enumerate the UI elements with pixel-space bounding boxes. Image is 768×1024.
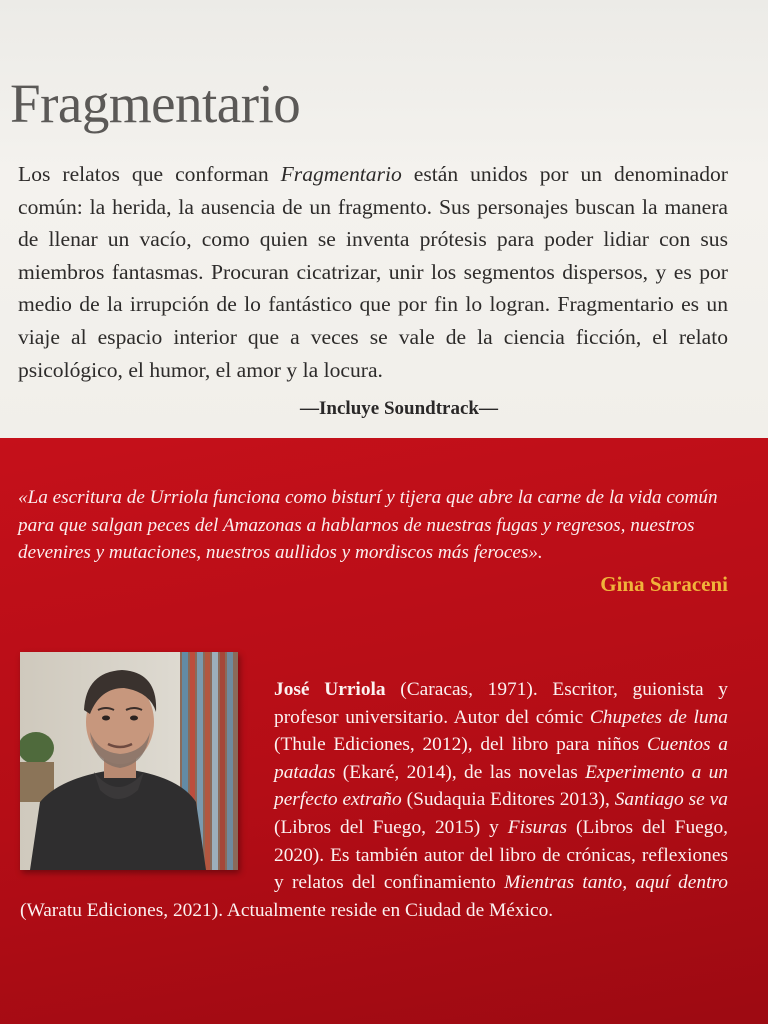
bio-text: (Ekaré, 2014), de las novelas bbox=[335, 761, 586, 783]
soundtrack-note: —Incluye Soundtrack— bbox=[300, 398, 498, 419]
bio-work-title: Chupetes de luna bbox=[589, 706, 728, 728]
book-title: Fragmentario bbox=[10, 73, 301, 134]
author-name: José Urriola bbox=[274, 679, 386, 700]
synopsis-title-italic: Fragmentario bbox=[280, 162, 402, 186]
bio-text: (Caracas, 1971). Escritor, guionista y profesor universitario. Autor del cómic bbox=[274, 679, 728, 728]
bio-text: (Libros del Fuego, 2015) y bbox=[274, 816, 508, 838]
bio-work-title: Fisuras bbox=[507, 816, 568, 838]
quote-author: Gina Saraceni bbox=[600, 572, 728, 596]
bio-text: (Sudaquia Editores 2013), bbox=[401, 789, 615, 811]
review-quote: «La escritura de Urriola funciona como bisturí y tijera que abre la carne de la vida común para que salgan peces del Amazonas a hablarnos de nuestras fugas y regresos, nuestros devenires y mutaciones, nuestros aullidos y mordiscos más feroces». bbox=[18, 487, 718, 563]
author-bio bbox=[20, 676, 728, 924]
bio-work-title: Mientras tanto, aquí dentro bbox=[504, 872, 728, 894]
bio-work-title: Cuentos a patadas bbox=[274, 734, 728, 783]
bio-text: (Thule Ediciones, 2012), del libro para niños bbox=[274, 734, 647, 756]
photo-float-spacer bbox=[20, 676, 274, 886]
bio-text: (Libros del Fuego, 2020). Es también autor del libro de crónicas, reflexiones y relatos del confinamiento bbox=[274, 816, 728, 894]
bio-work-title: Experimento a un perfecto extraño bbox=[274, 761, 728, 811]
bio-text: (Waratu Ediciones, 2021). Actualmente reside en Ciudad de México. bbox=[20, 899, 554, 921]
synopsis-text: están unidos por un denominador común: la herida, la ausencia de un fragmento. Sus personajes buscan la manera de llenar un vacío, como quien se inventa prótesis para poder lidiar con sus miembros fantasmas. Procuran cicatrizar, unir los segmentos dispersos, y es por medio de la irrupción de lo fantástico que por fin lo logran. Fragmentario es un viaje al espacio interior que a veces se vale de la ciencia ficción, el relato psicológico, el humor, el amor y la locura. bbox=[18, 162, 728, 382]
synopsis bbox=[18, 158, 728, 386]
synopsis-text: Los relatos que conforman bbox=[18, 162, 281, 186]
bio-work-title: Santiago se va bbox=[614, 789, 728, 811]
